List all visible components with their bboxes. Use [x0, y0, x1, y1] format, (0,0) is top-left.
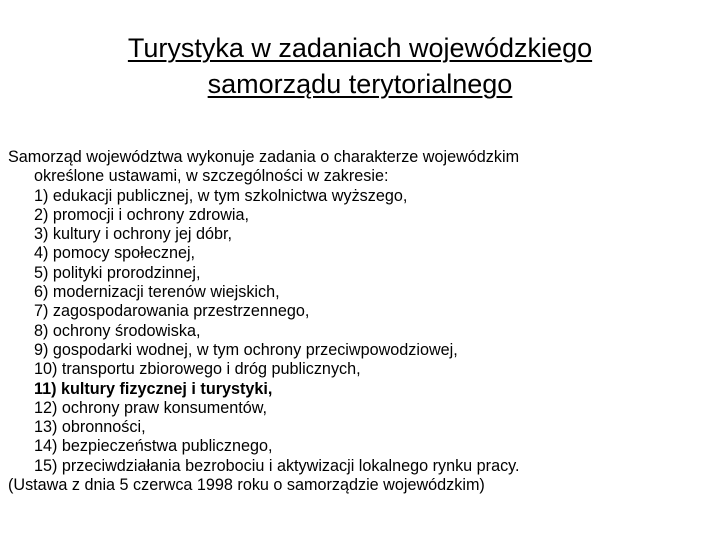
- list-item: 12) ochrony praw konsumentów,: [34, 398, 268, 417]
- content-body: [8, 148, 714, 495]
- list-item: 7) zagospodarowania przestrzennego,: [34, 302, 310, 321]
- page-title-line-2: samorządu terytorialnego: [207, 69, 513, 99]
- list-item: 5) polityki prorodzinnej,: [34, 263, 201, 282]
- list-item-highlighted: 11) kultury fizycznej i turystyki,: [34, 379, 273, 398]
- list-item: 1) edukacji publicznej, w tym szkolnictwa wyższego,: [34, 186, 408, 205]
- list-item: 9) gospodarki wodnej, w tym ochrony przeciwpowodziowej,: [34, 340, 458, 359]
- source-citation: (Ustawa z dnia 5 czerwca 1998 roku o samorządzie wojewódzkim): [8, 476, 485, 495]
- list-item: 4) pomocy społecznej,: [34, 244, 196, 263]
- list-item: 15) przeciwdziałania bezrobociu i aktywizacji lokalnego rynku pracy.: [34, 456, 520, 475]
- list-item: 8) ochrony środowiska,: [34, 321, 201, 340]
- list-item: 13) obronności,: [34, 418, 146, 437]
- intro-paragraph: [8, 148, 714, 187]
- tasks-list: [8, 187, 714, 476]
- list-item: 6) modernizacji terenów wiejskich,: [34, 283, 280, 302]
- page-title-line-1: Turystyka w zadaniach wojewódzkiego: [127, 33, 593, 63]
- list-item: 10) transportu zbiorowego i dróg publicznych,: [34, 360, 361, 379]
- page-title: [0, 30, 720, 102]
- list-item: 3) kultury i ochrony jej dóbr,: [34, 225, 232, 244]
- list-item: 2) promocji i ochrony zdrowia,: [34, 205, 250, 224]
- list-item: 14) bezpieczeństwa publicznego,: [34, 437, 273, 456]
- intro-line-2: określone ustawami, w szczególności w zakresie:: [34, 167, 389, 186]
- intro-line-1: Samorząd województwa wykonuje zadania o charakterze wojewódzkim: [8, 148, 520, 166]
